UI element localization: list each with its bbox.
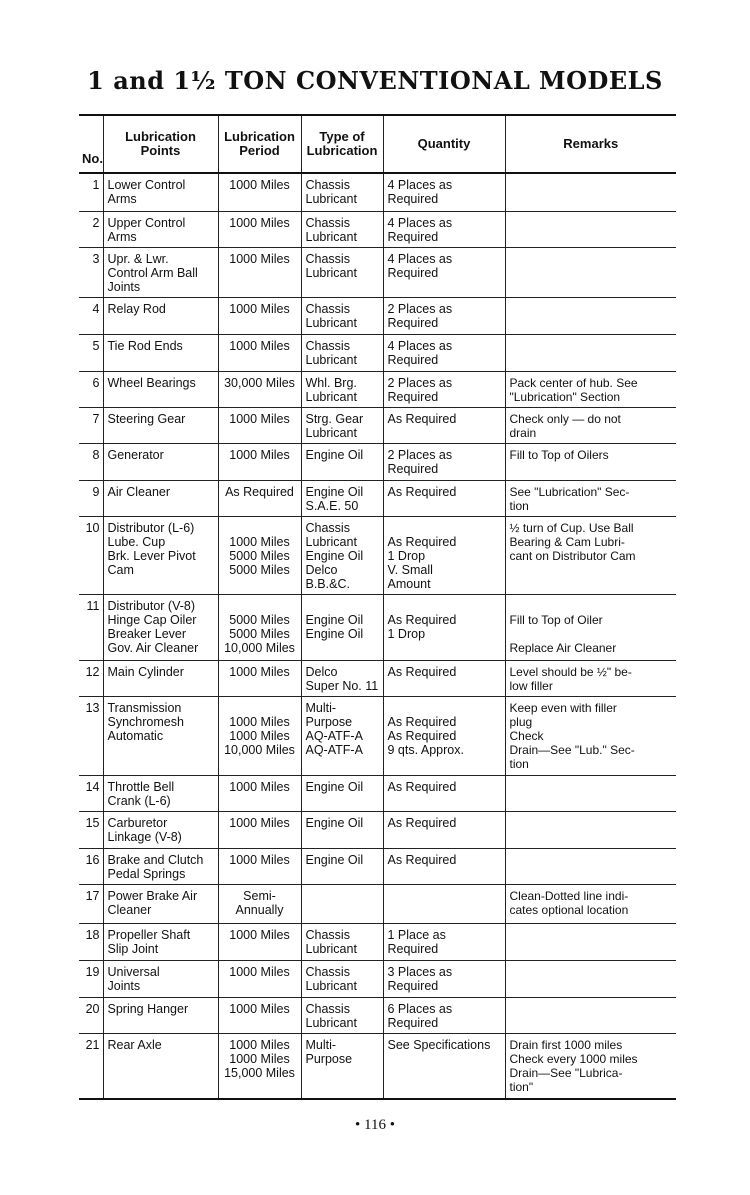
lubricant-type-cell: Engine Oil Engine Oil [301,594,383,660]
row-number-cell: 14 [79,775,103,811]
header-no: No. [79,115,103,173]
table-row [79,297,676,334]
lubrication-point-cell: Spring Hanger [103,997,218,1033]
table-row [79,480,676,516]
lubricant-type-cell: Multi- Purpose [301,1033,383,1099]
table-row [79,211,676,247]
lubricant-type-cell: Chassis Lubricant [301,211,383,247]
row-number-cell: 13 [79,696,103,775]
remarks-cell: Level should be ½" be- low filler [505,660,676,696]
remarks-cell: Check only — do not drain [505,407,676,443]
quantity-cell: 4 Places as Required [383,211,505,247]
table-row [79,660,676,696]
quantity-cell: See Specifications [383,1033,505,1099]
lubricant-type-cell: Whl. Brg. Lubricant [301,371,383,407]
lubrication-period-cell: 1000 Miles [218,173,301,211]
row-number-cell: 2 [79,211,103,247]
lubrication-period-cell: 1000 Miles [218,660,301,696]
lubricant-type-cell: Engine Oil [301,848,383,884]
lubrication-point-cell: Upr. & Lwr. Control Arm Ball Joints [103,247,218,297]
lubricant-type-cell: Chassis Lubricant Engine Oil Delco B.B.&C. [301,516,383,594]
quantity-cell: 3 Places as Required [383,960,505,997]
lubricant-type-cell: Chassis Lubricant [301,997,383,1033]
row-number-cell: 10 [79,516,103,594]
lubrication-point-cell: Generator [103,443,218,480]
remarks-cell: Fill to Top of Oilers [505,443,676,480]
row-number-cell: 7 [79,407,103,443]
lubrication-point-cell: Rear Axle [103,1033,218,1099]
lubrication-period-cell: 1000 Miles [218,247,301,297]
lubricant-type-cell: Multi- Purpose AQ-ATF-A AQ-ATF-A [301,696,383,775]
quantity-cell: As Required [383,660,505,696]
row-number-cell: 15 [79,811,103,848]
lubrication-point-cell: Propeller Shaft Slip Joint [103,923,218,960]
quantity-cell: As Required As Required 9 qts. Approx. [383,696,505,775]
table-header [79,115,676,173]
table-row [79,960,676,997]
row-number-cell: 3 [79,247,103,297]
row-number-cell: 11 [79,594,103,660]
lubrication-point-cell: Transmission Synchromesh Automatic [103,696,218,775]
row-number-cell: 18 [79,923,103,960]
lubricant-type-cell: Delco Super No. 11 [301,660,383,696]
lubricant-type-cell: Chassis Lubricant [301,334,383,371]
quantity-cell: As Required [383,407,505,443]
lubricant-type-cell: Engine Oil [301,443,383,480]
table-row [79,696,676,775]
table-row [79,1033,676,1099]
quantity-cell: 2 Places as Required [383,443,505,480]
remarks-cell: ½ turn of Cup. Use Ball Bearing & Cam Lubri- cant on Distributor Cam [505,516,676,594]
lubrication-point-cell: Lower Control Arms [103,173,218,211]
header-lubrication-points: Lubrication Points [103,115,218,173]
row-number-cell: 1 [79,173,103,211]
table-row [79,884,676,923]
remarks-cell [505,923,676,960]
lubrication-period-cell: As Required [218,480,301,516]
row-number-cell: 8 [79,443,103,480]
table-row [79,247,676,297]
lubrication-period-cell: 1000 Miles 1000 Miles 15,000 Miles [218,1033,301,1099]
remarks-cell: Drain first 1000 miles Check every 1000 miles Drain—See "Lubrica- tion" [505,1033,676,1099]
quantity-cell: As Required 1 Drop V. Small Amount [383,516,505,594]
row-number-cell: 12 [79,660,103,696]
lubrication-point-cell: Steering Gear [103,407,218,443]
lubrication-period-cell: 1000 Miles [218,407,301,443]
lubrication-point-cell: Relay Rod [103,297,218,334]
lubrication-period-cell: Semi- Annually [218,884,301,923]
table-row [79,443,676,480]
quantity-cell: As Required [383,775,505,811]
lubrication-period-cell: 1000 Miles [218,923,301,960]
header-lubrication-period: Lubrication Period [218,115,301,173]
lubrication-period-cell: 1000 Miles [218,775,301,811]
lubrication-period-cell: 1000 Miles [218,443,301,480]
page-title: 1 and 1½ TON CONVENTIONAL MODELS [87,66,663,95]
page-number: • 116 • [355,1117,395,1133]
lubrication-point-cell: Air Cleaner [103,480,218,516]
lubrication-point-cell: Main Cylinder [103,660,218,696]
quantity-cell: 4 Places as Required [383,334,505,371]
quantity-cell: 1 Place as Required [383,923,505,960]
table-row [79,923,676,960]
remarks-cell: Keep even with filler plug Check Drain—See "Lub." Sec- tion [505,696,676,775]
lubrication-point-cell: Universal Joints [103,960,218,997]
quantity-cell: 2 Places as Required [383,297,505,334]
remarks-cell [505,297,676,334]
row-number-cell: 21 [79,1033,103,1099]
lubrication-point-cell: Distributor (L-6) Lube. Cup Brk. Lever Pivot Cam [103,516,218,594]
table-row [79,334,676,371]
table-row [79,371,676,407]
quantity-cell: As Required 1 Drop [383,594,505,660]
lubricant-type-cell: Strg. Gear Lubricant [301,407,383,443]
lubricant-type-cell: Chassis Lubricant [301,960,383,997]
remarks-cell [505,848,676,884]
row-number-cell: 4 [79,297,103,334]
table-row [79,997,676,1033]
remarks-cell [505,775,676,811]
lubrication-period-cell: 1000 Miles 1000 Miles 10,000 Miles [218,696,301,775]
lubrication-point-cell: Upper Control Arms [103,211,218,247]
lubricant-type-cell: Engine Oil [301,775,383,811]
remarks-cell [505,173,676,211]
lubrication-point-cell: Distributor (V-8) Hinge Cap Oiler Breaker Lever Gov. Air Cleaner [103,594,218,660]
quantity-cell: As Required [383,811,505,848]
lubrication-period-cell: 1000 Miles [218,848,301,884]
remarks-cell [505,811,676,848]
remarks-cell: Pack center of hub. See "Lubrication" Section [505,371,676,407]
lubricant-type-cell: Chassis Lubricant [301,297,383,334]
lubricant-type-cell: Chassis Lubricant [301,247,383,297]
remarks-cell [505,247,676,297]
lubrication-point-cell: Brake and Clutch Pedal Springs [103,848,218,884]
remarks-cell [505,960,676,997]
header-row [79,115,676,173]
row-number-cell: 16 [79,848,103,884]
remarks-cell [505,211,676,247]
table-row [79,407,676,443]
table-body [79,173,676,1099]
quantity-cell [383,884,505,923]
quantity-cell: As Required [383,848,505,884]
table-row [79,775,676,811]
row-number-cell: 5 [79,334,103,371]
lubrication-period-cell: 5000 Miles 5000 Miles 10,000 Miles [218,594,301,660]
remarks-cell [505,997,676,1033]
remarks-cell: See "Lubrication" Sec- tion [505,480,676,516]
header-remarks: Remarks [505,115,676,173]
table-row [79,848,676,884]
remarks-cell [505,334,676,371]
lubrication-period-cell: 30,000 Miles [218,371,301,407]
table-row [79,811,676,848]
row-number-cell: 20 [79,997,103,1033]
remarks-cell: Clean-Dotted line indi- cates optional location [505,884,676,923]
lubrication-point-cell: Tie Rod Ends [103,334,218,371]
lubricant-type-cell: Engine Oil [301,811,383,848]
remarks-cell: Fill to Top of Oiler Replace Air Cleaner [505,594,676,660]
lubrication-point-cell: Power Brake Air Cleaner [103,884,218,923]
quantity-cell: 6 Places as Required [383,997,505,1033]
table-row [79,594,676,660]
lubrication-period-cell: 1000 Miles 5000 Miles 5000 Miles [218,516,301,594]
table-row [79,173,676,211]
row-number-cell: 19 [79,960,103,997]
quantity-cell: 4 Places as Required [383,173,505,211]
lubrication-point-cell: Throttle Bell Crank (L-6) [103,775,218,811]
lubricant-type-cell [301,884,383,923]
table-row [79,516,676,594]
header-type-of-lubrication: Type of Lubrication [301,115,383,173]
lubrication-point-cell: Carburetor Linkage (V-8) [103,811,218,848]
header-quantity: Quantity [383,115,505,173]
quantity-cell: 2 Places as Required [383,371,505,407]
lubrication-period-cell: 1000 Miles [218,960,301,997]
lubrication-period-cell: 1000 Miles [218,334,301,371]
quantity-cell: As Required [383,480,505,516]
row-number-cell: 6 [79,371,103,407]
row-number-cell: 17 [79,884,103,923]
lubrication-table [79,114,676,1100]
lubrication-period-cell: 1000 Miles [218,811,301,848]
lubricant-type-cell: Engine Oil S.A.E. 50 [301,480,383,516]
quantity-cell: 4 Places as Required [383,247,505,297]
lubrication-point-cell: Wheel Bearings [103,371,218,407]
lubrication-period-cell: 1000 Miles [218,297,301,334]
lubrication-period-cell: 1000 Miles [218,211,301,247]
lubricant-type-cell: Chassis Lubricant [301,923,383,960]
lubrication-period-cell: 1000 Miles [218,997,301,1033]
row-number-cell: 9 [79,480,103,516]
lubricant-type-cell: Chassis Lubricant [301,173,383,211]
